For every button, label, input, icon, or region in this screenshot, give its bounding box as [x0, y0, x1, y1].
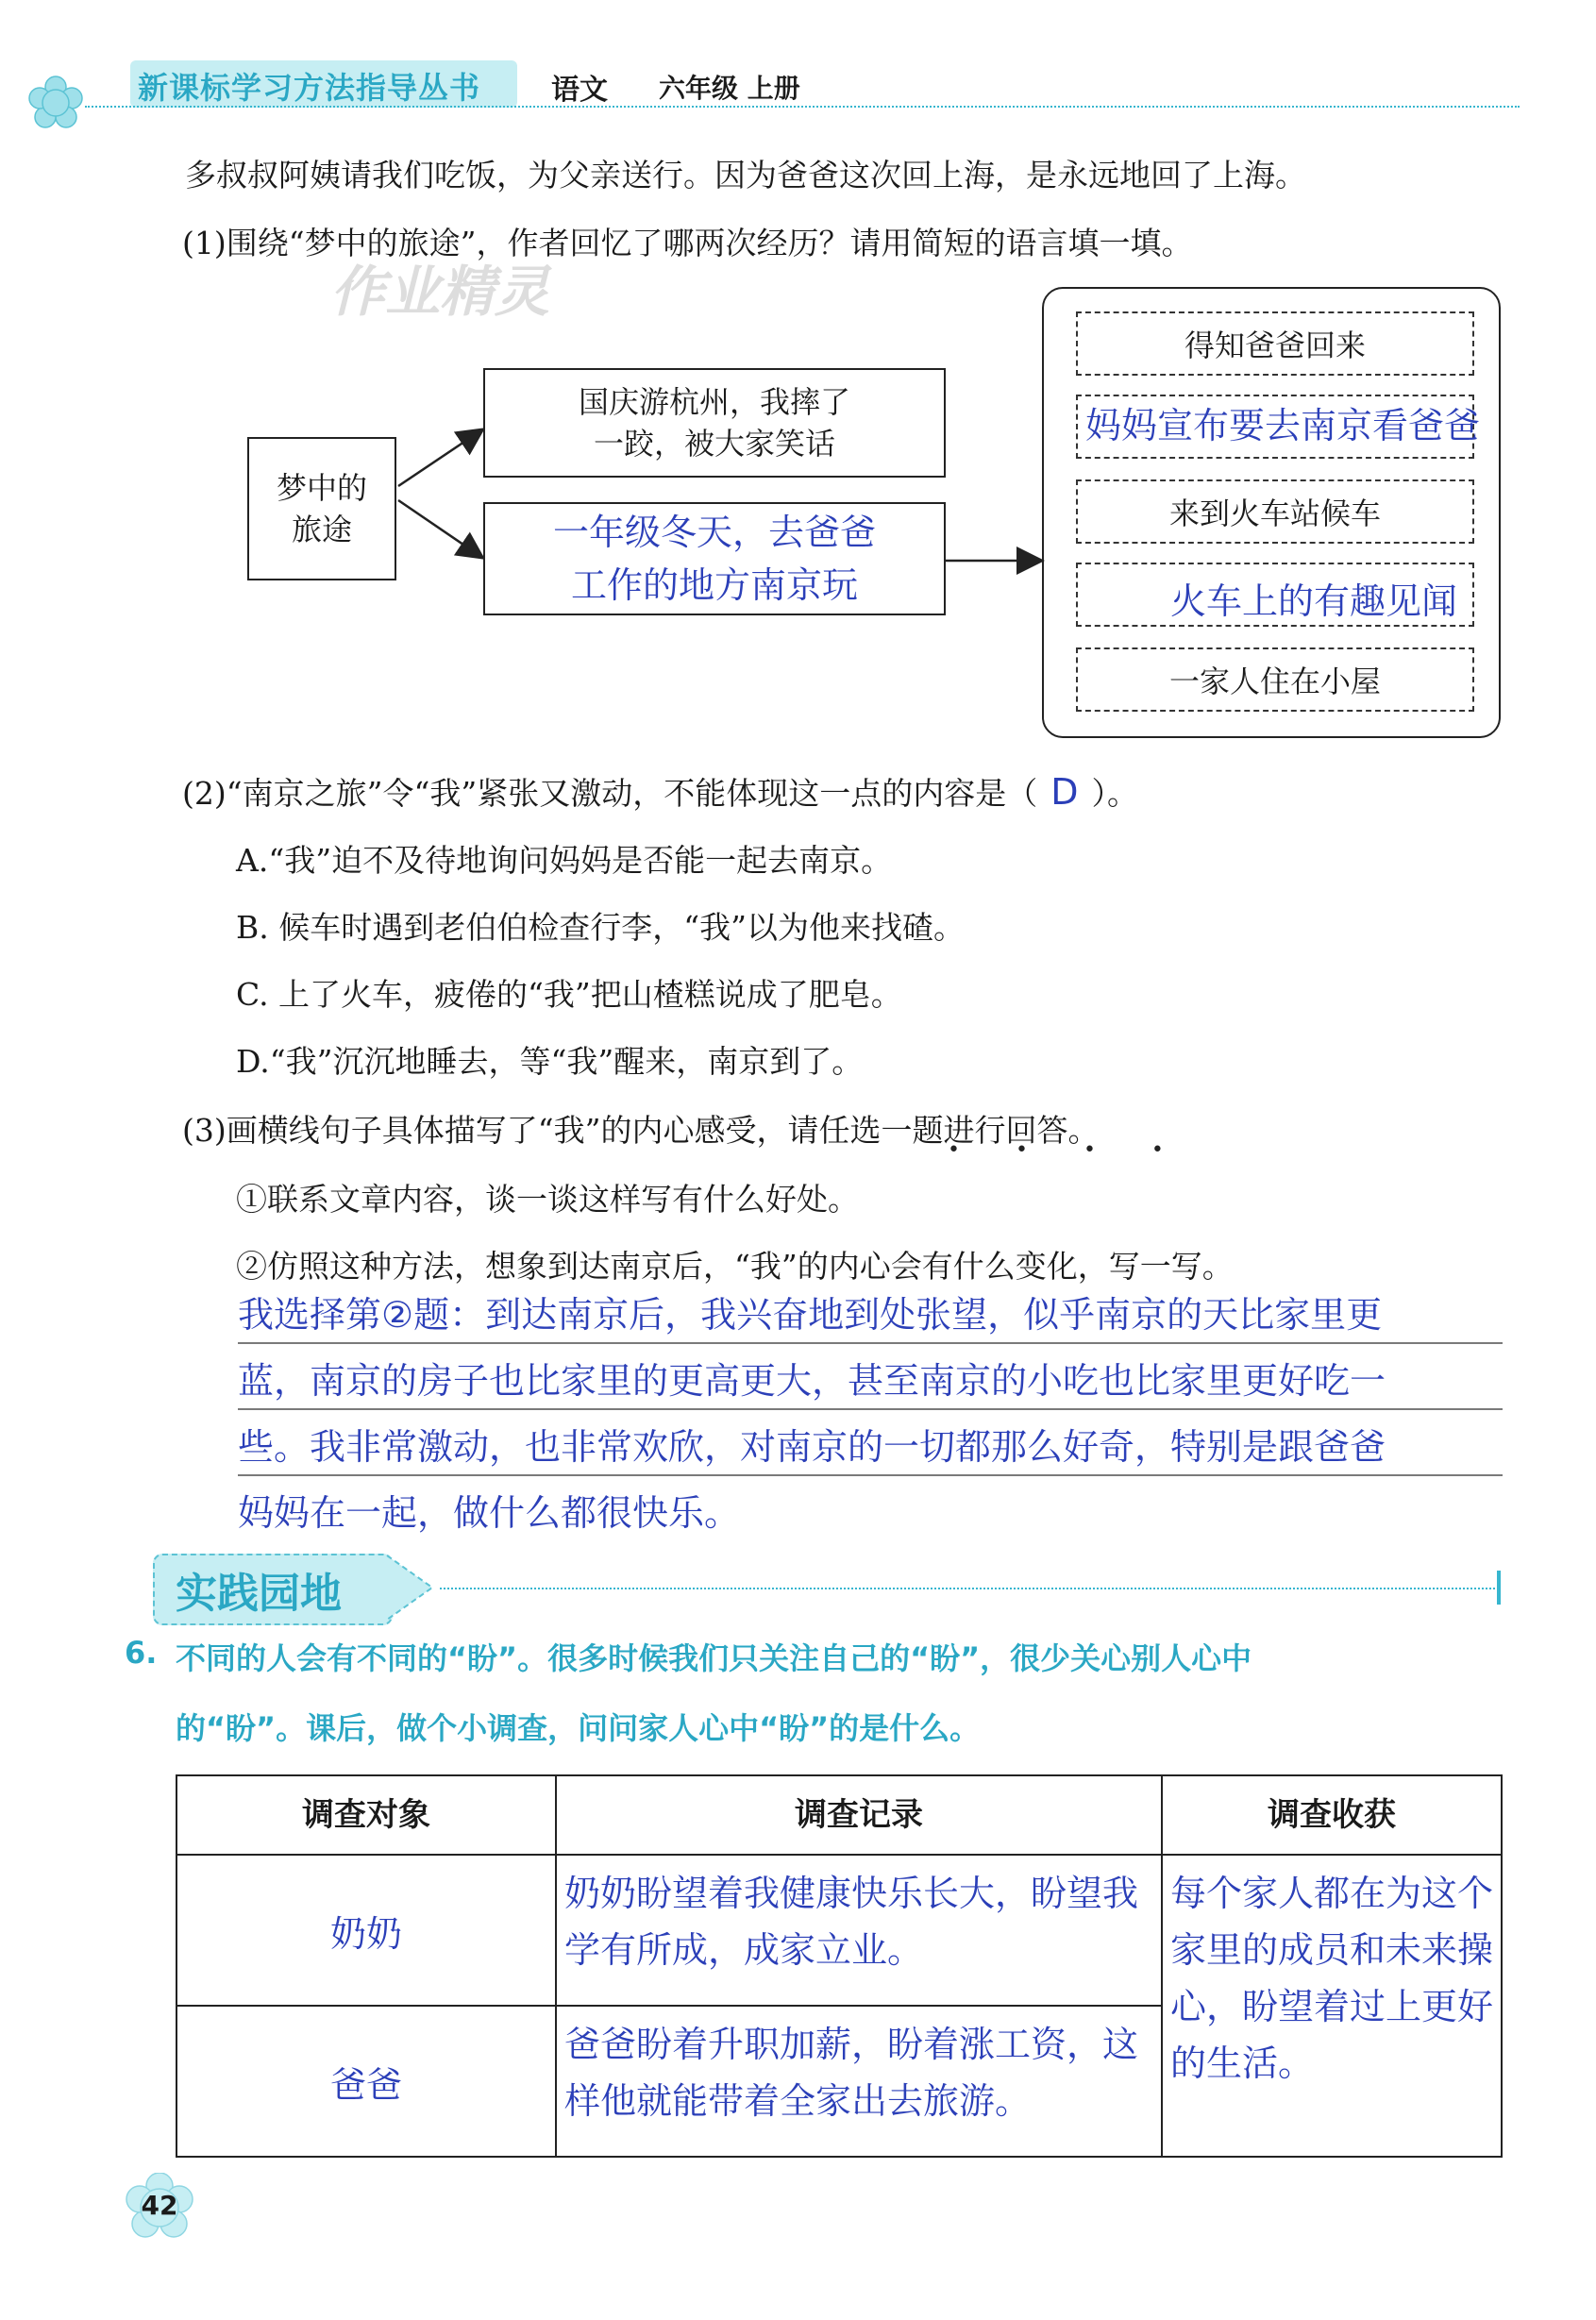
q3-answer-line-3: 些。我非常激动，也非常欢欣，对南京的一切都那么好奇，特别是跟爸爸: [238, 1418, 1503, 1476]
header-series: 新课标学习方法指导丛书: [138, 70, 481, 106]
q2-option-a: A.“我”迫不及待地询问妈妈是否能一起去南京。: [236, 842, 893, 879]
q1-seq-5: 一家人住在小屋: [1076, 647, 1474, 712]
watermark: 作业精灵: [330, 260, 550, 324]
q2-answer: D: [1050, 771, 1079, 813]
q2-option-b: B. 候车时遇到老伯伯检查行李，“我”以为他来找碴。: [236, 909, 965, 946]
q1-seq-2-answer: 妈妈宣布要去南京看爸爸: [1085, 405, 1481, 446]
q3-sub2: ②仿照这种方法，想象到达南京后，“我”的内心会有什么变化，写一写。: [236, 1248, 1234, 1285]
q3-answer-line-2: 蓝，南京的房子也比家里的更高更大，甚至南京的小吃也比家里更好吃一: [238, 1352, 1503, 1410]
survey-row1-record: 奶奶盼望着我健康快乐长大，盼望我学有所成，成家立业。: [556, 1855, 1162, 2006]
q2-prompt-after: ）。: [1091, 775, 1138, 812]
survey-header-subject: 调查对象: [176, 1775, 556, 1855]
q3-prompt: (3)画横线句子具体描写了“我”的内心感受，请任选一题进行回答。: [182, 1112, 1100, 1149]
q3-sub1: ①联系文章内容，谈一谈这样写有什么好处。: [236, 1181, 859, 1218]
section-banner-arrow: [385, 1552, 442, 1623]
survey-header-record: 调查记录: [556, 1775, 1162, 1855]
survey-row2-record: 爸爸盼着升职加薪，盼着涨工资，这样他就能带着全家出去旅游。: [556, 2006, 1162, 2157]
section-rule: [440, 1588, 1495, 1589]
survey-row2-subject: 爸爸: [176, 2006, 556, 2157]
q3-answer-line-4: 妈妈在一起，做什么都很快乐。: [238, 1492, 741, 1534]
q1-seq-1: 得知爸爸回来: [1076, 311, 1474, 376]
q2-prompt: [182, 769, 1138, 814]
q1-root-node: 梦中的 旅途: [247, 437, 396, 580]
q2-option-c: C. 上了火车，疲倦的“我”把山楂糕说成了肥皂。: [236, 976, 902, 1013]
q6-number: 6.: [125, 1635, 158, 1671]
header-grade: 六年级 上册: [659, 73, 800, 104]
section-title: 实践园地: [176, 1570, 342, 1618]
q2-prompt-before: (2)“南京之旅”令“我”紧张又激动，不能体现这一点的内容是（: [182, 775, 1038, 812]
survey-gain: 每个家人都在为这个家里的成员和未来操心，盼望着过上更好的生活。: [1162, 1855, 1502, 2157]
q2-option-d: D.“我”沉沉地睡去，等“我”醒来，南京到了。: [236, 1043, 864, 1080]
q1-prompt: (1)围绕“梦中的旅途”，作者回忆了哪两次经历？请用简短的语言填一填。: [182, 225, 1193, 261]
q1-branch-bottom-answer: 一年级冬天，去爸爸 工作的地方南京玩: [483, 502, 946, 615]
page-number: 42: [141, 2190, 178, 2221]
header-subject: 语文: [551, 74, 608, 107]
survey-header-gain: 调查收获: [1162, 1775, 1502, 1855]
q3-emphasis-dots: • • • •: [948, 1138, 1188, 1162]
table-row: [176, 1855, 1502, 2006]
q1-seq-3: 来到火车站候车: [1076, 479, 1474, 544]
section-rule-end: [1497, 1571, 1501, 1605]
survey-row1-subject: 奶奶: [176, 1855, 556, 2006]
q1-seq-4-answer: 火车上的有趣见闻: [1170, 580, 1458, 622]
intro-line: 多叔叔阿姨请我们吃饭，为父亲送行。因为爸爸这次回上海，是永远地回了上海。: [185, 157, 1306, 193]
q6-line2: 的“盼”。课后，做个小调查，问问家人心中“盼”的是什么。: [176, 1710, 981, 1746]
q6-line1: 不同的人会有不同的“盼”。很多时候我们只关注自己的“盼”，很少关心别人心中: [176, 1640, 1252, 1676]
q1-branch-top: 国庆游杭州，我摔了 一跤，被大家笑话: [483, 368, 946, 478]
q3-answer-line-1: 我选择第②题：到达南京后，我兴奋地到处张望，似乎南京的天比家里更: [238, 1286, 1503, 1344]
survey-table: [176, 1774, 1503, 2158]
